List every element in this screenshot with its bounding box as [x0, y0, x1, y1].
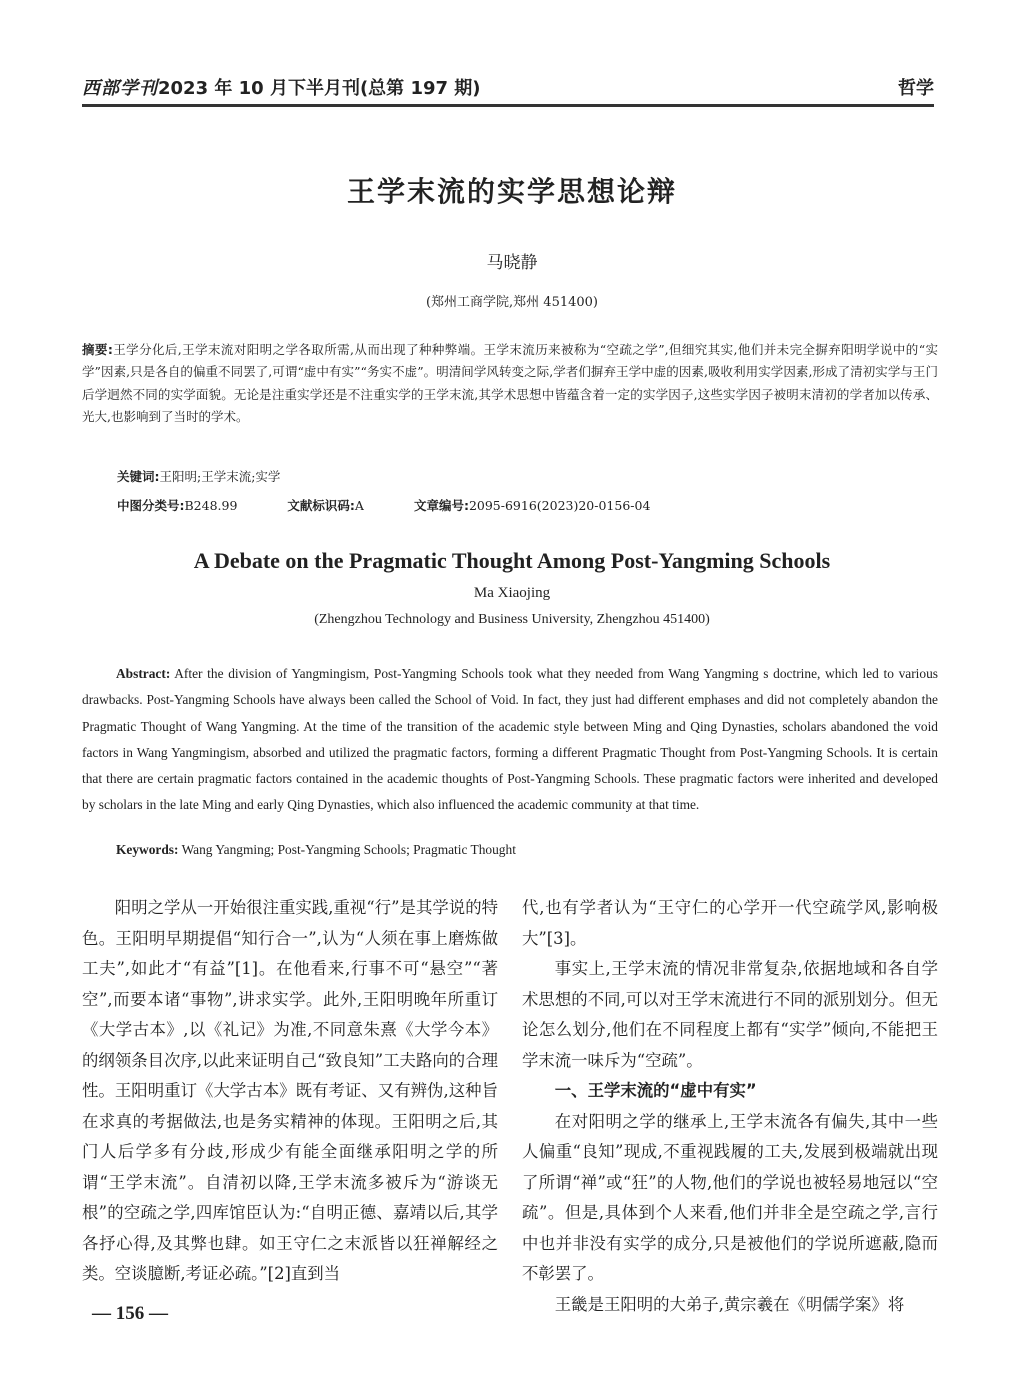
- article-title: 王学末流的实学思想论辩: [346, 175, 677, 208]
- page-number: — 156 —: [92, 1303, 168, 1324]
- english-keywords-text: Wang Yangming; Post-Yangming Schools; Pragmatic Thought: [178, 842, 516, 857]
- author-name: 马晓静: [486, 253, 538, 273]
- running-header: [82, 74, 481, 100]
- classification-line: [117, 496, 937, 514]
- abstract-english: [82, 661, 938, 819]
- issue-info: 2023 年 10 月下半月刊(总第 197 期): [158, 78, 481, 99]
- doc-code-label: 文献标识码:: [287, 498, 355, 513]
- abstract-label: 摘要:: [82, 342, 113, 357]
- body-paragraph: 阳明之学从一开始很注重实践,重视“行”是其学说的特色。王阳明早期提倡“知行合一”,认为“人须在事上磨炼做工夫”,如此才“有益”[1]。在他看来,行事不可“悬空”“著空”,而要本诸“事物”,讲求实学。此外,王阳明晚年所重订《大学古本》,以《礼记》为准,不同意朱熹《大学今本》的纲领条目次序,以此来证明自己“致良知”工夫路向的合理性。王阳明重订《大学古本》既有考证、又有辨伪,这种旨在求真的考据做法,也是务实精神的体现。王阳明之后,其门人后学多有分歧,形成少有能全面继承阳明之学的所谓“王学末流”。自清初以降,王学末流多被斥为“游谈无根”的空疏之学,四库馆臣认为:“自明正德、嘉靖以后,其学各抒心得,及其弊也肆。如王守仁之末派皆以狂禅解经之类。空谈臆断,考证必疏。”[2]直到当: [82, 898, 498, 1283]
- clc-value: B248.99: [184, 498, 238, 513]
- keywords-label: 关键词:: [117, 469, 160, 484]
- english-author: Ma Xiaojing: [473, 585, 551, 601]
- abstract-chinese: [82, 339, 938, 428]
- section-heading: 一、王学末流的“虚中有实”: [554, 1081, 757, 1100]
- body-paragraph: 代,也有学者认为“王守仁的心学开一代空疏学风,影响极大”[3]。: [522, 898, 938, 948]
- author-affiliation: (郑州工商学院,郑州 451400): [425, 295, 599, 310]
- body-column-left: [82, 893, 498, 1290]
- clc-label: 中图分类号:: [117, 498, 185, 513]
- english-title: A Debate on the Pragmatic Thought Among Post-Yangming Schools: [193, 548, 831, 573]
- journal-logo: 西部学刊: [82, 78, 158, 99]
- body-column-right: [522, 893, 938, 1320]
- article-number-value: 2095-6916(2023)20-0156-04: [468, 498, 651, 513]
- section-label: 哲学: [898, 78, 934, 99]
- body-paragraph: 在对阳明之学的继承上,王学末流各有偏失,其中一些人偏重“良知”现成,不重视践履的工夫,发展到极端就出现了所谓“禅”或“狂”的人物,他们的学说也被轻易地冠以“空疏”。但是,具体到个人来看,他们并非全是空疏之学,言行中也并非没有实学的成分,只是被他们的学说所遮蔽,隐而不彰罢了。: [522, 1111, 938, 1283]
- english-keywords-label: Keywords:: [116, 842, 179, 857]
- english-abstract-text: After the division of Yangmingism, Post-Yangming Schools took what they needed from Wang Yangming s doctrine, which led to various drawbacks. Post-Yangming Schools have always been called the School of Void. In fact, they just had different emphases and did not completely abandon the Pragmatic Thought of Wang Yangming. At the time of the transition of the academic style between Ming and Qing Dynasties, scholars abandoned the void factors in Wang Yangmingism, absorbed and utilized the pragmatic factors, forming a different Pragmatic Thought from Post-Yangming Schools. It is certain that there are certain pragmatic factors contained in the academic thoughts of Post-Yangming Schools. These pragmatic factors were inherited and developed by scholars in the late Ming and early Qing Dynasties, which also influenced the academic community at that time.: [82, 666, 938, 813]
- keywords-text: 王阳明;王学末流;实学: [159, 469, 281, 484]
- keywords-english: [116, 842, 516, 858]
- article-number-label: 文章编号:: [413, 498, 469, 513]
- keywords-chinese: [117, 467, 280, 485]
- body-paragraph: 王畿是王阳明的大弟子,黄宗羲在《明儒学案》将: [554, 1294, 905, 1314]
- english-affiliation: (Zhengzhou Technology and Business University, Zhengzhou 451400): [314, 612, 710, 627]
- doc-code-value: A: [354, 498, 364, 513]
- english-abstract-label: Abstract:: [116, 666, 171, 681]
- body-paragraph: 事实上,王学末流的情况非常复杂,依据地域和各自学术思想的不同,可以对王学末流进行不同的派别划分。但无论怎么划分,他们在不同程度上都有“实学”倾向,不能把王学末流一味斥为“空疏”。: [522, 959, 938, 1070]
- abstract-text: 王学分化后,王学末流对阳明之学各取所需,从而出现了种种弊端。王学末流历来被称为“空疏之学”,但细究其实,他们并未完全摒弃阳明学说中的“实学”因素,只是各自的偏重不同罢了,可谓“虚中有实”“务实不虚”。明清间学风转变之际,学者们摒弃王学中虚的因素,吸收利用实学因素,形成了清初实学与王门后学迥然不同的实学面貌。无论是注重实学还是不注重实学的王学末流,其学术思想中皆蕴含着一定的实学因子,这些实学因子被明末清初的学者加以传承、光大,也影响到了当时的学术。: [82, 342, 938, 424]
- header-divider: [82, 104, 934, 107]
